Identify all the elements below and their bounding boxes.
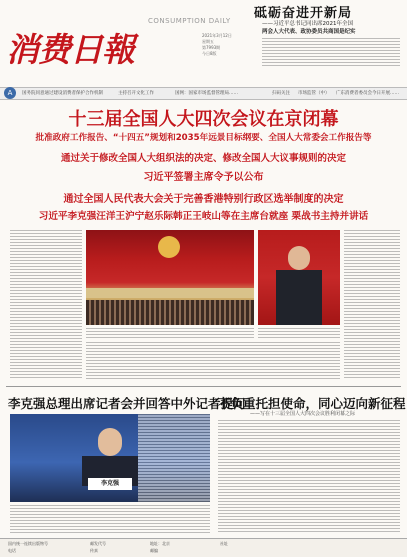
issue-meta xyxy=(202,33,262,57)
footer-item-6: 传真 xyxy=(90,548,98,553)
speaker-face xyxy=(288,246,310,270)
subheadline-3: 习近平签署主席令予以公布 xyxy=(143,172,264,183)
topbar-item-1[interactable]: 国务院同意通过建设消费者保护合作机制 xyxy=(22,91,103,96)
speaker-suit xyxy=(276,270,322,325)
teaser-title[interactable]: 砥砺奋进开新局 xyxy=(254,6,353,21)
rostrum xyxy=(86,288,254,298)
congress-hall-photo xyxy=(86,230,254,325)
section-divider xyxy=(6,386,401,387)
top-info-bar xyxy=(0,87,407,100)
teaser-body-text xyxy=(262,38,400,68)
footer-item-2: 邮发代号 xyxy=(90,541,106,546)
main-headline[interactable]: 十三届全国人大四次会议在京闭幕 xyxy=(68,109,339,130)
hall-photo-caption xyxy=(86,328,254,338)
pm-article-side-text xyxy=(138,414,210,502)
footer-item-5: 电话 xyxy=(8,548,16,553)
topbar-item-7[interactable]: 广东消费者委员会今日开展…… xyxy=(336,91,399,96)
masthead-name: 消费日報 xyxy=(6,30,134,69)
footer-item-3: 地址：北京 xyxy=(150,541,170,546)
footer-item-7: 邮编 xyxy=(150,548,158,553)
commentary-subtitle: ——写在十三届全国人大四次会议胜利闭幕之际 xyxy=(250,411,356,417)
subheadline-1: 批准政府工作报告、“十四五”规划和2035年远景目标纲要、全国人大常委会工作报告等 xyxy=(35,133,372,143)
footer-bar xyxy=(0,538,407,557)
issue-date: 2021年3月12日 xyxy=(202,33,232,38)
footer-item-1: 国内统一连续出版物号 xyxy=(8,541,48,546)
subheadline-2: 通过关于修改全国人大组织法的决定、修改全国人大议事规则的决定 xyxy=(60,153,346,164)
commentary-article-text xyxy=(218,420,400,533)
topbar-item-6[interactable]: 市场监管（中） xyxy=(298,91,330,96)
left-article-text xyxy=(10,230,82,380)
issue-pages: 今日8版 xyxy=(202,51,217,56)
topbar-item-5[interactable]: 扫码关注 xyxy=(272,91,290,96)
section-badge: A xyxy=(4,87,16,99)
premier-nameplate: 李克强 xyxy=(88,478,132,490)
teaser-subtitle-2: 两会人大代表、政协委员共商国是纪实 xyxy=(262,29,356,35)
middle-article-text xyxy=(86,342,340,380)
topbar-item-4[interactable]: 国网：国家市场监督管理局…… xyxy=(175,91,238,96)
masthead xyxy=(6,10,156,69)
commentary-headline[interactable]: 不负重托担使命，同心迈向新征程 xyxy=(218,396,406,411)
speaker-photo xyxy=(258,230,340,325)
subheadline-5: 习近平李克强汪洋王沪宁赵乐际韩正王岐山等在主席台就座 栗战书主持并讲话 xyxy=(38,211,369,222)
topbar-item-2[interactable]: 主持召开文化工作 xyxy=(118,91,154,96)
subheadline-4: 通过全国人民代表大会关于完善香港特别行政区选举制度的决定 xyxy=(63,194,344,205)
teaser-subtitle xyxy=(262,20,402,36)
premier-face xyxy=(98,428,122,456)
right-article-text xyxy=(344,230,400,380)
masthead-english: CONSUMPTION DAILY xyxy=(148,17,231,25)
footer-item-4: 社址 xyxy=(220,541,228,546)
national-emblem-icon xyxy=(158,236,180,258)
delegates-rows xyxy=(86,300,254,325)
speaker-photo-caption xyxy=(258,328,340,338)
teaser-subtitle-1: ——习近平总书记同出席2021年全国 xyxy=(262,21,353,27)
pm-article-text xyxy=(10,505,210,533)
pm-press-headline[interactable]: 李克强总理出席记者会并回答中外记者提问 xyxy=(8,396,246,411)
issue-weekday: 星期五 xyxy=(202,39,214,44)
issue-number: 第7993期 xyxy=(202,45,221,50)
